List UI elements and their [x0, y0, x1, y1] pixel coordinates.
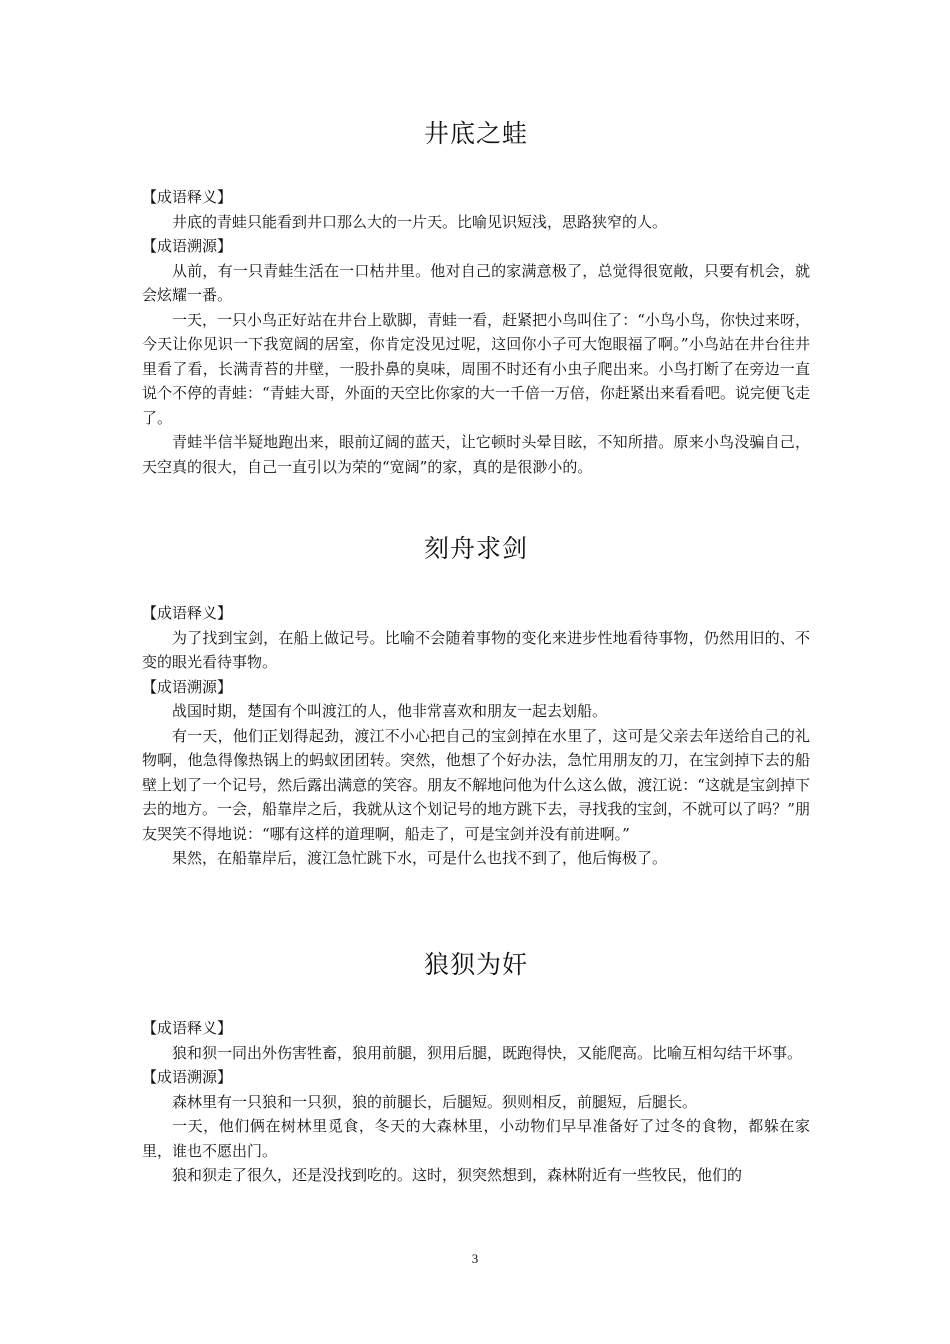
origin-label: 【成语溯源】: [142, 1068, 233, 1086]
page-number: 3: [471, 1251, 479, 1266]
idiom-section-3: [142, 945, 810, 1188]
origin-paragraph: 一天，一只小鸟正好站在井台上歇脚，青蛙一看，赶紧把小鸟叫住了：“小鸟小鸟，你快过来呀，今天让你见识一下我宽阔的居室，你肯定没见过呢，这回你小子可大饱眼福了啊。”小鸟站在井台往井里看了看，长满青苔的井壁，一股扑鼻的臭味，周围不时还有小虫子爬出来。小鸟打断了在旁边一直说个不停的青蛙：“青蛙大哥，外面的天空比你家的大一千倍一万倍，你赶紧出来看看吧。说完便飞走了。: [142, 310, 810, 427]
meaning-text: 狼和狈一同出外伤害牲畜，狼用前腿，狈用后腿，既跑得快，又能爬高。比喻互相勾结干坏事。: [172, 1043, 803, 1062]
idiom-section-1: [142, 114, 810, 479]
origin-label: 【成语溯源】: [142, 677, 233, 696]
origin-label: 【成语溯源】: [142, 237, 233, 255]
origin-paragraph: 果然，在船靠岸后，渡江急忙跳下水，可是什么也找不到了，他后悔极了。: [172, 849, 668, 867]
meaning-label: 【成语释义】: [142, 604, 233, 622]
origin-paragraph: 狼和狈走了很久，还是没找到吃的。这时，狈突然想到，森林附近有一些牧民，他们的: [172, 1166, 743, 1184]
meaning-label: 【成语释义】: [142, 188, 233, 206]
idiom-title: 井底之蛙: [423, 119, 528, 148]
idiom-title: 刻舟求剑: [423, 534, 528, 563]
origin-paragraph: 一天，他们俩在树林里觅食，冬天的大森林里，小动物们早早准备好了过冬的食物，都躲在家里，谁也不愿出门。: [142, 1117, 810, 1160]
origin-paragraph: 森林里有一只狼和一只狈，狼的前腿长，后腿短。狈则相反，前腿短，后腿长。: [172, 1092, 698, 1111]
idiom-section-2: [142, 529, 810, 871]
origin-paragraph: 有一天，他们正划得起劲，渡江不小心把自己的宝剑掉在水里了，这可是父亲去年送给自己的礼物啊，他急得像热锅上的蚂蚁团团转。突然，他想了个好办法，急忙用朋友的刀，在宝剑掉下去的船壁上划了一个记号，然后露出满意的笑容。朋友不解地问他为什么这么做，渡江说：“这就是宝剑掉下去的地方。一会，船靠岸之后，我就从这个划记号的地方跳下去，寻找我的宝剑，不就可以了吗？”朋友哭笑不得地说：“哪有这样的道理啊，船走了，可是宝剑并没有前进啊。”: [142, 726, 810, 843]
origin-paragraph: 青蛙半信半疑地跑出来，眼前辽阔的蓝天，让它顿时头晕目眩，不知所措。原来小鸟没骗自己，天空真的很大，自己一直引以为荣的“宽阔”的家，真的是很渺小的。: [142, 433, 810, 476]
meaning-label: 【成语释义】: [142, 1019, 233, 1037]
origin-paragraph: 战国时期，楚国有个叫渡江的人，他非常喜欢和朋友一起去划船。: [172, 702, 608, 720]
meaning-text: 井底的青蛙只能看到井口那么大的一片天。比喻见识短浅，思路狭窄的人。: [172, 212, 668, 231]
meaning-text: 为了找到宝剑，在船上做记号。比喻不会随着事物的变化来进步性地看待事物，仍然用旧的、不变的眼光看待事物。: [142, 628, 810, 671]
idiom-title: 狼狈为奸: [423, 950, 528, 979]
origin-paragraph: 从前，有一只青蛙生活在一口枯井里。他对自己的家满意极了，总觉得很宽敞，只要有机会，就会炫耀一番。: [142, 261, 810, 304]
